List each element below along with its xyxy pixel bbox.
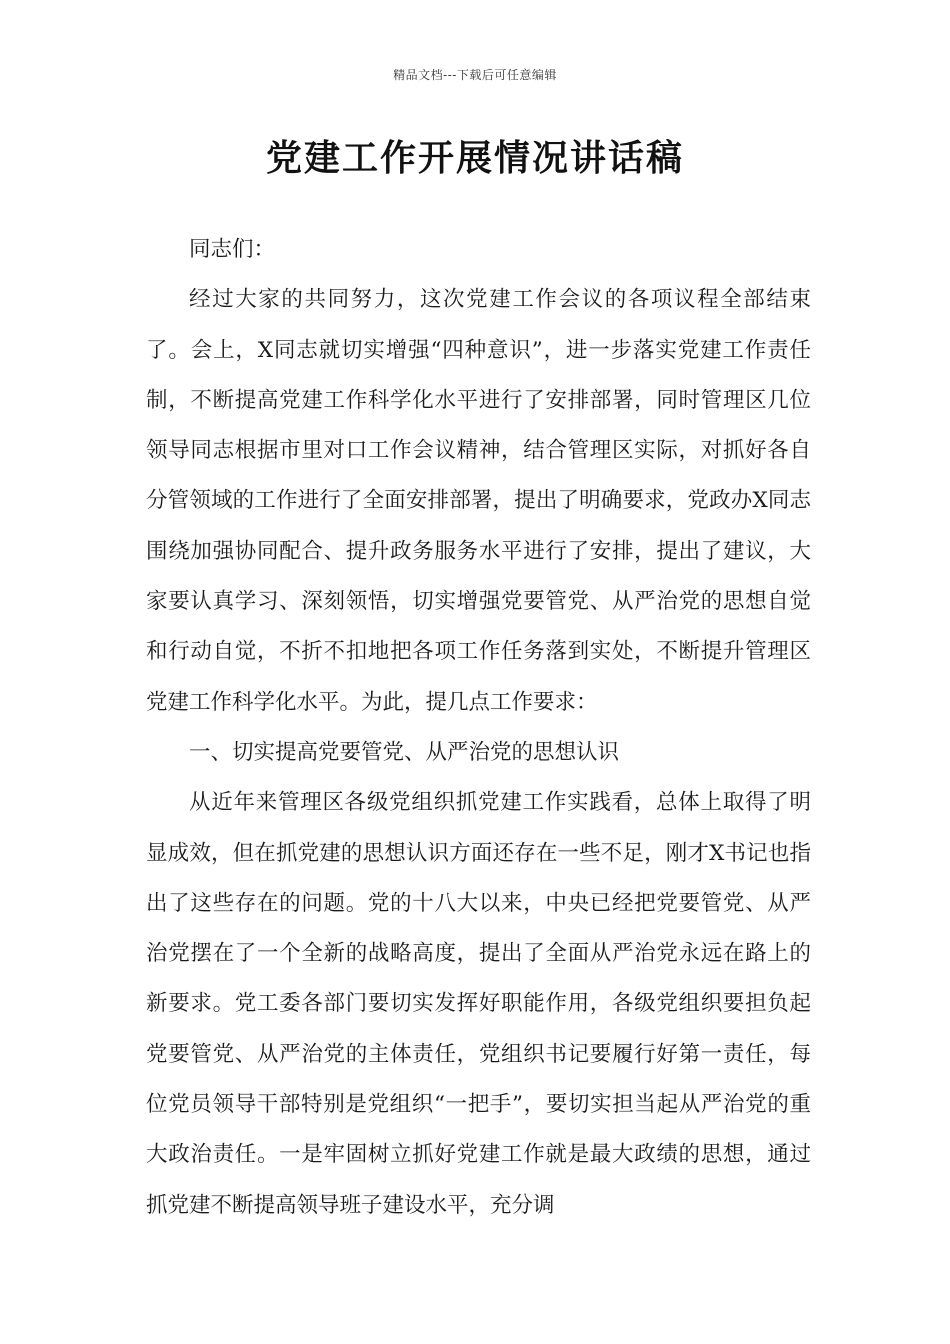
document-body xyxy=(146,225,811,1231)
salutation: 同志们： xyxy=(189,237,276,262)
header-note: 精品文档---下载后可任意编辑 xyxy=(393,68,557,82)
section-heading-1: 一、切实提高党要管党、从严治党的思想认识 xyxy=(189,739,620,765)
paragraph-section-1: 从近年来管理区各级党组织抓党建工作实践看，总体上取得了明显成效，但在抓党建的思想认识方面还存在一些不足，刚才X书记也指出了这些存在的问题。党的十八大以来，中央已经把党要管党、从严治党摆在了一个全新的战略高度，提出了全面从严治党永远在路上的新要求。党工委各部门要切实发挥好职能作用，各级党组织要担负起党要管党、从严治党的主体责任，党组织书记要履行好第一责任，每位党员领导干部特别是党组织“一把手”，要切实担当起从严治党的重大政治责任。一是牢固树立抓好党建工作就是最大政绩的思想，通过抓党建不断提高领导班子建设水平，充分调 xyxy=(146,790,811,1218)
document-title: 党建工作开展情况讲话稿 xyxy=(265,137,684,179)
paragraph-intro: 经过大家的共同努力，这次党建工作会议的各项议程全部结束了。会上，X同志就切实增强“四种意识”，进一步落实党建工作责任制，不断提高党建工作科学化水平进行了安排部署，同时管理区几位领导同志根据市里对口工作会议精神，结合管理区实际，对抓好各自分管领域的工作进行了全面安排部署，提出了明确要求，党政办X同志围绕加强协同配合、提升政务服务水平进行了安排，提出了建议，大家要认真学习、深刻领悟，切实增强党要管党、从严治党的思想自觉和行动自觉，不折不扣地把各项工作任务落到实处，不断提升管理区党建工作科学化水平。为此，提几点工作要求： xyxy=(146,287,811,715)
